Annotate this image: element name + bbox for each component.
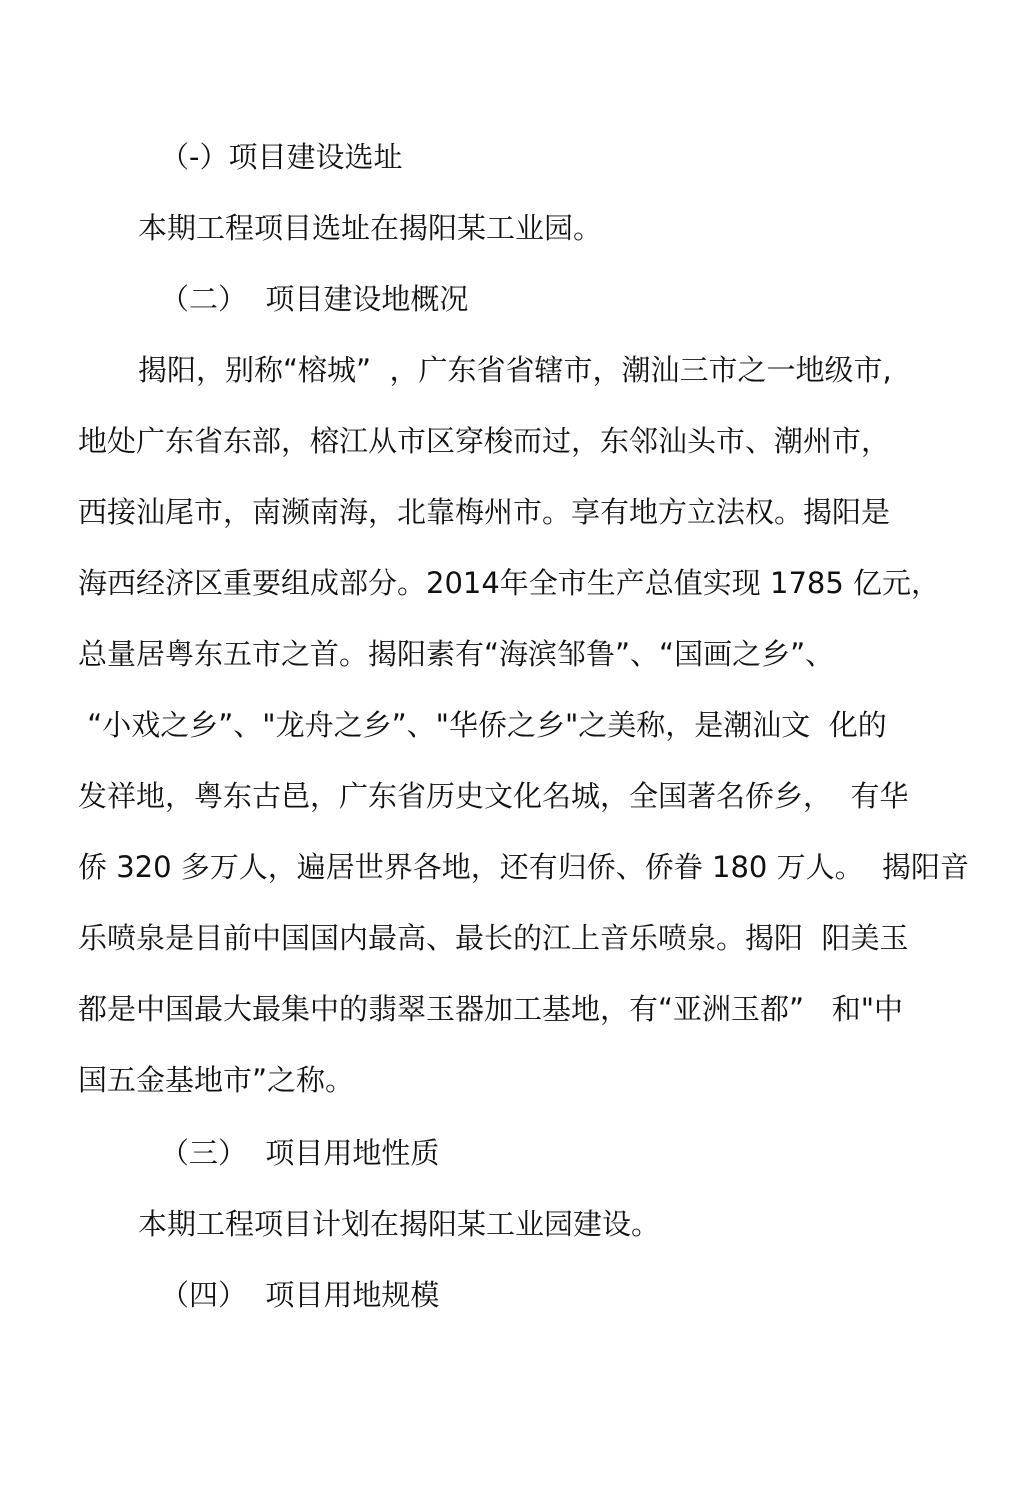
overview-line: 地处广东省东部，榕江从市区穿梭而过，东邻汕头市、潮州市， <box>78 424 891 458</box>
paragraph-land-use: 本期工程项目计划在揭阳某工业园建设。 <box>138 1207 661 1241</box>
overview-line: 总量居粤东五市之首。揭阳素有“海滨邹鲁”、“国画之乡”、 <box>78 637 835 671</box>
overview-line: 国五金基地市”之称。 <box>78 1063 355 1097</box>
paragraph-site: 本期工程项目选址在揭阳某工业园。 <box>138 211 603 245</box>
overview-line: 海西经济区重要组成部分。2014年全市生产总值实现 1785 亿元， <box>78 566 941 600</box>
overview-line: “小戏之乡”、"龙舟之乡”、"华侨之乡"之美称，是潮汕文 化的 <box>78 708 887 742</box>
overview-line: 都是中国最大最集中的翡翠玉器加工基地，有“亚洲玉都” 和"中 <box>78 992 904 1026</box>
section-heading-overview: （二） 项目建设地概况 <box>160 282 469 316</box>
overview-line: 揭阳，别称“榕城” ，广东省省辖市，潮汕三市之一地级市, <box>138 353 892 387</box>
overview-line: 侨 320 多万人，遍居世界各地，还有归侨、侨眷 180 万人。 揭阳音 <box>78 850 970 884</box>
section-heading-land-scale: （四） 项目用地规模 <box>160 1278 440 1312</box>
overview-line: 乐喷泉是目前中国国内最高、最长的江上音乐喷泉。揭阳 阳美玉 <box>78 921 909 955</box>
section-heading-land-use: （三） 项目用地性质 <box>160 1136 440 1170</box>
section-heading-site: （-）项目建设选址 <box>160 140 403 174</box>
overview-line: 发祥地，粤东古邑，广东省历史文化名城，全国著名侨乡， 有华 <box>78 779 909 813</box>
overview-line: 西接汕尾市，南濒南海，北靠梅州市。享有地方立法权。揭阳是 <box>78 495 891 529</box>
